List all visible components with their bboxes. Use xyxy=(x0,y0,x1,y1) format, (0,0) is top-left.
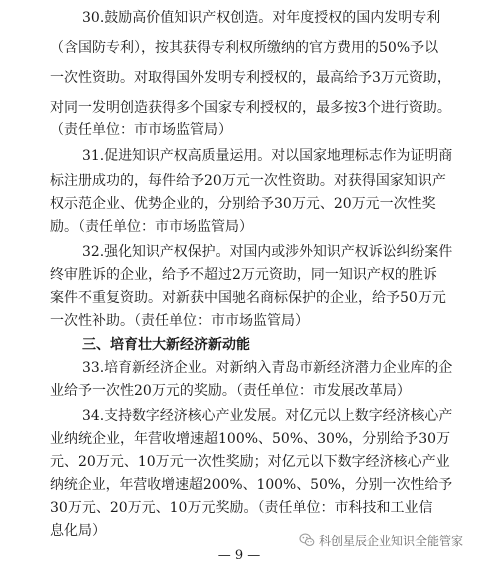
line-text: 34.支持数字经济核心产业发展。对亿元以上数字经济核心产 xyxy=(82,408,453,424)
line-text: 励。（责任单位：市市场监管局） xyxy=(50,219,253,235)
paragraph-34-line-5 xyxy=(0,496,477,520)
line-text: 30万元、20万元、10万元奖励。（责任单位：市科技和工业信 xyxy=(50,500,433,516)
line-text: 终审胜诉的企业，给予不超过2万元资助，同一知识产权的胜诉 xyxy=(50,267,437,283)
line-text: 30.鼓励高价值知识产权创造。对年度授权的国内发明专利 xyxy=(82,10,441,26)
page-number: — 9 — xyxy=(217,548,261,563)
section-heading xyxy=(0,333,477,357)
line-text: 标注册成功的，每件给予20万元一次性资助。对获得国家知识产 xyxy=(50,173,446,189)
paragraph-34-line-4 xyxy=(0,473,477,497)
paragraph-31-line-2 xyxy=(0,169,477,193)
watermark-text: 科创星辰企业知识全能管家 xyxy=(319,533,464,548)
wechat-icon xyxy=(299,532,315,548)
line-text: 33.培育新经济企业。对新纳入青岛市新经济潜力企业库的企 xyxy=(82,360,453,376)
wechat-watermark xyxy=(299,531,463,549)
line-text: （责任单位：市市场监管局） xyxy=(50,122,232,138)
line-text: 案件不重复资助。对新获中国驰名商标保护的企业，给予50万元 xyxy=(50,290,446,306)
line-text: 32.强化知识产权保护。对国内或涉外知识产权诉讼纠纷案件 xyxy=(82,244,453,260)
line-text: 元、20万元、10万元一次性奖励；对亿元以下数字经济核心产业 xyxy=(50,454,450,470)
paragraph-32-line-2 xyxy=(0,263,477,287)
paragraph-33-line-2 xyxy=(0,379,477,403)
line-text: 业给予一次性20万元的奖励。（责任单位：市发展改革局） xyxy=(50,383,411,399)
line-text: 31.促进知识产权高质量运用。对以国家地理标志作为证明商 xyxy=(82,148,453,164)
line-text: 一次性补助。（责任单位：市市场监管局） xyxy=(50,313,309,329)
paragraph-30-line-5 xyxy=(0,118,477,142)
line-text: 纳统企业，年营收增速超200%、100%、50%，分别一次性给予 xyxy=(50,477,453,493)
line-text: 一次性资助。对取得国外发明专利授权的，最高给予3万元资助， xyxy=(50,70,451,86)
line-text: 业纳统企业，年营收增速超100%、50%、30%，分别给予30万 xyxy=(50,431,451,447)
paragraph-32-line-1 xyxy=(0,240,477,264)
paragraph-34-line-1 xyxy=(0,404,477,428)
paragraph-30-line-1 xyxy=(0,6,477,30)
heading-text: 三、培育壮大新经济新动能 xyxy=(82,337,250,353)
paragraph-34-line-3 xyxy=(0,450,477,474)
paragraph-30-line-4 xyxy=(0,96,477,120)
paragraph-34-line-2 xyxy=(0,427,477,451)
line-text: 对同一发明创造获得多个国家专利授权的，最多按3个进行资助。 xyxy=(50,100,451,116)
paragraph-33-line-1 xyxy=(0,356,477,380)
line-text: （含国防专利），按其获得专利权所缴纳的官方费用的50%予以 xyxy=(50,40,439,56)
line-text: 权示范企业、优势企业的，分别给予30万元、20万元一次性奖 xyxy=(50,196,436,212)
paragraph-32-line-4 xyxy=(0,309,477,333)
paragraph-31-line-3 xyxy=(0,192,477,216)
paragraph-30-line-3 xyxy=(0,66,477,90)
line-text: 息化局） xyxy=(50,523,106,539)
paragraph-31-line-4 xyxy=(0,215,477,239)
paragraph-31-line-1 xyxy=(0,144,477,168)
paragraph-30-line-2 xyxy=(0,36,477,60)
paragraph-32-line-3 xyxy=(0,286,477,310)
